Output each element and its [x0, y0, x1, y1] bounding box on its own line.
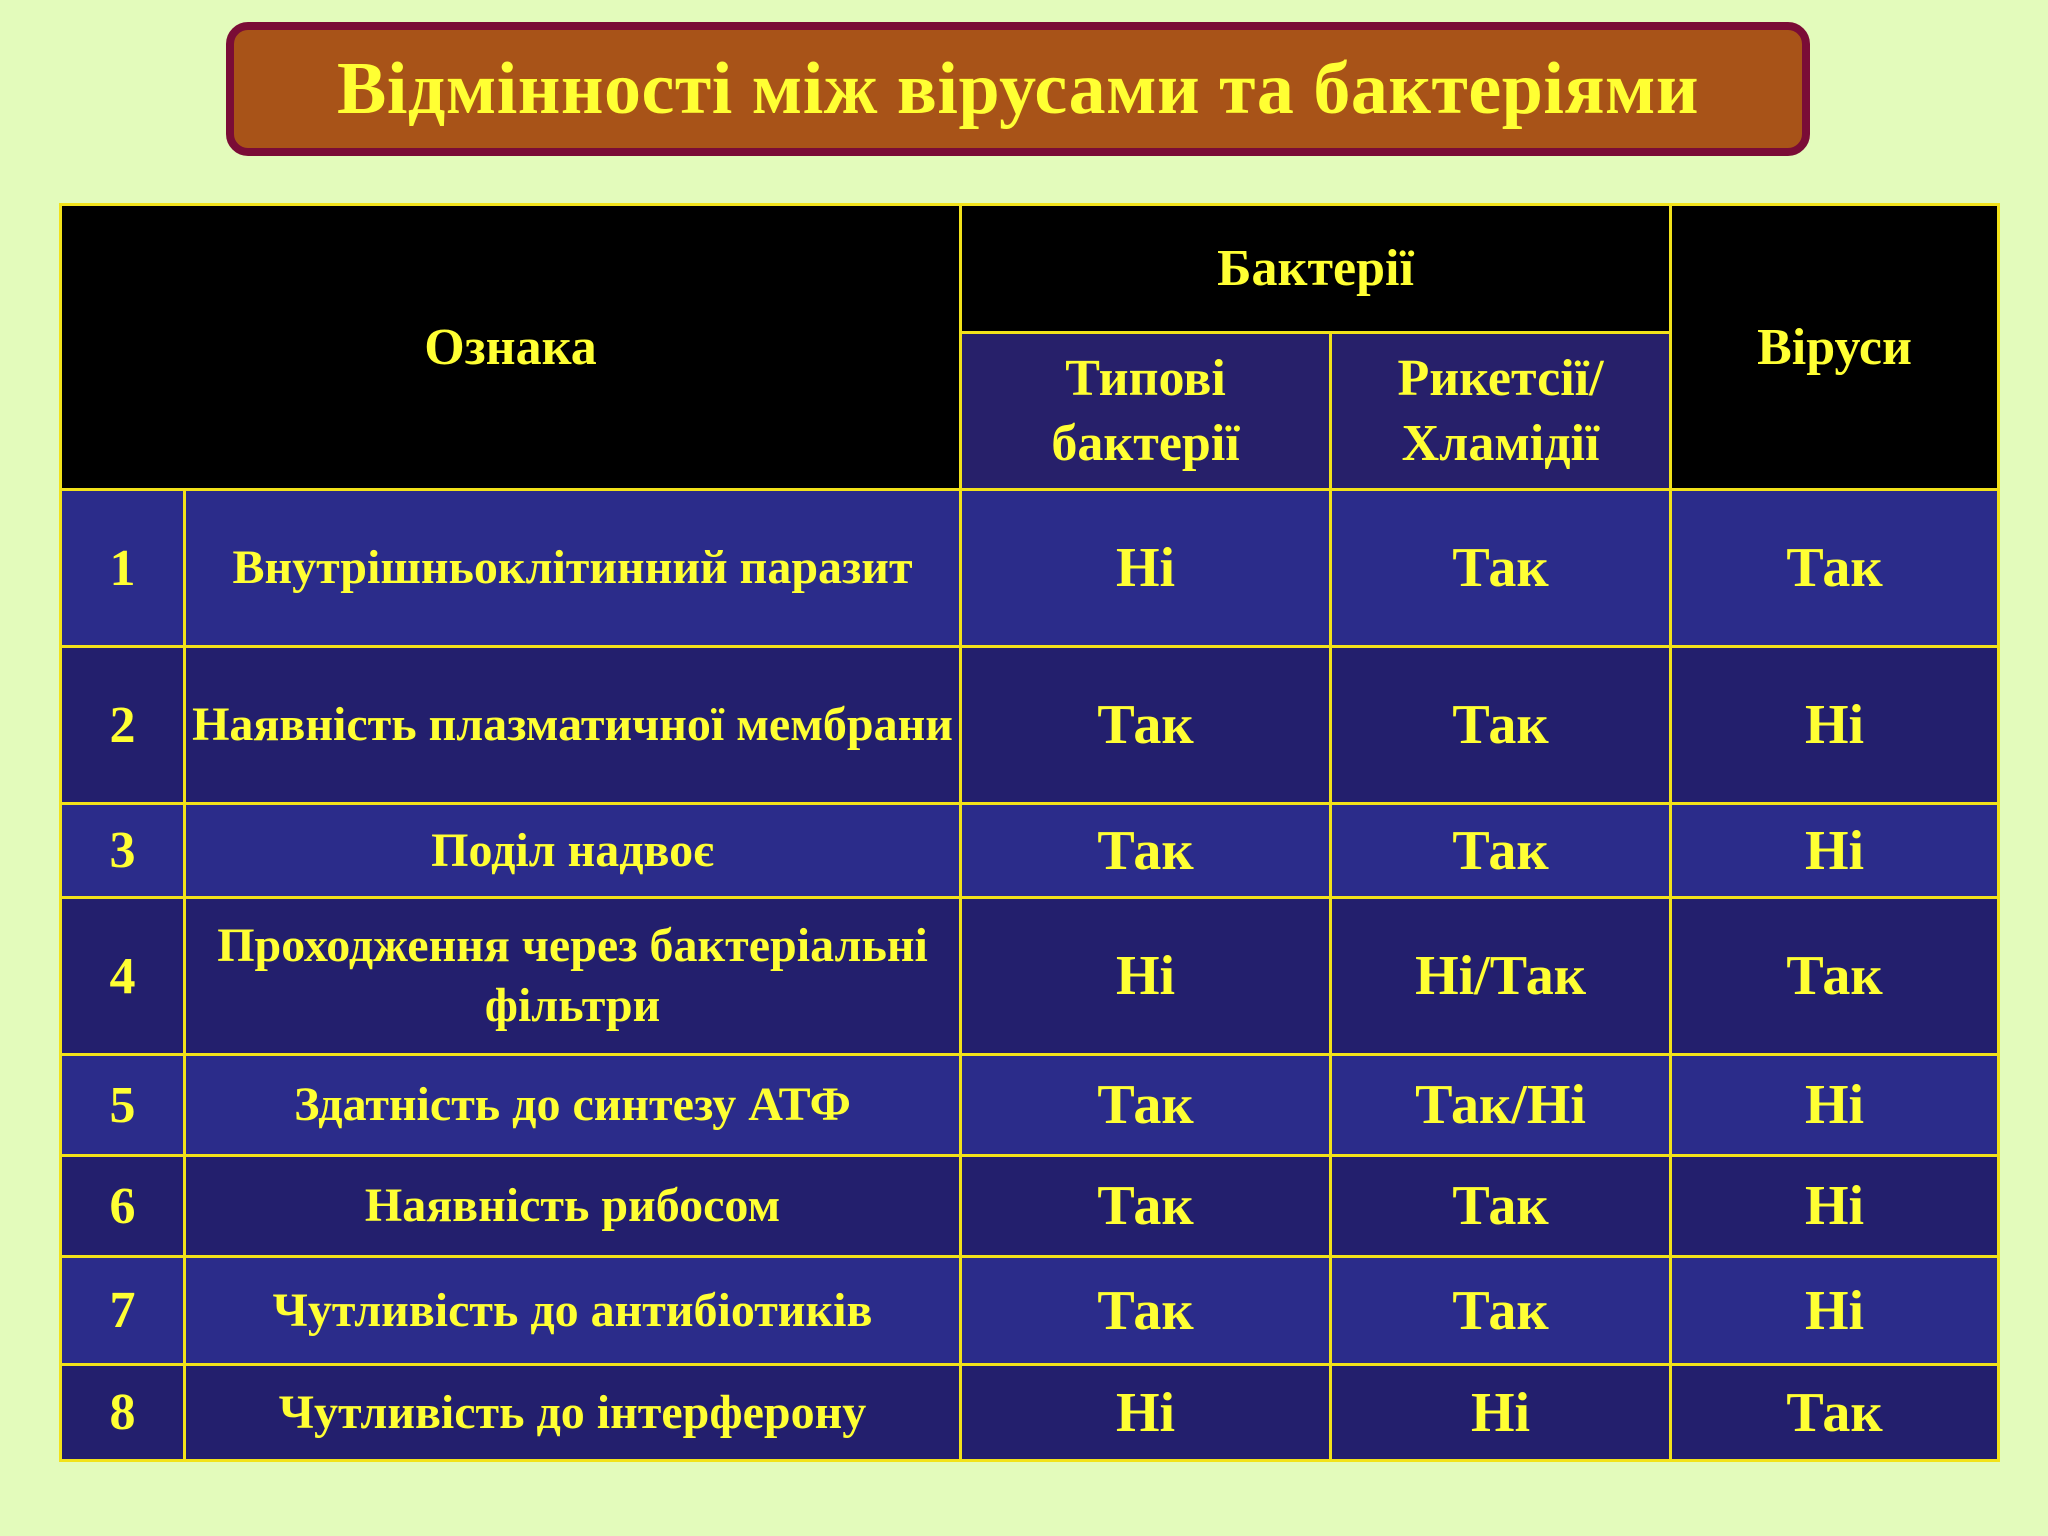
- title-banner: [226, 22, 1810, 156]
- table-row: [61, 647, 1999, 804]
- comparison-table: [59, 203, 2000, 1462]
- row-typical-value: Ні: [961, 1365, 1331, 1461]
- header-viruses: Віруси: [1671, 205, 1999, 490]
- table-row: [61, 1365, 1999, 1461]
- header-bacteria: Бактерії: [961, 205, 1671, 333]
- table-row: [61, 1257, 1999, 1365]
- row-feature: Поділ надвоє: [185, 804, 961, 898]
- page-title: Відмінності між вірусами та бактеріями: [336, 47, 1700, 130]
- row-feature: Проходження через бактеріальні фільтри: [185, 898, 961, 1055]
- row-rickettsia-value: Так: [1331, 1156, 1671, 1257]
- table-row: [61, 490, 1999, 647]
- table-row: [61, 1156, 1999, 1257]
- row-viruses-value: Так: [1671, 1365, 1999, 1461]
- row-rickettsia-value: Ні/Так: [1331, 898, 1671, 1055]
- row-viruses-value: Так: [1671, 490, 1999, 647]
- row-feature: Чутливість до інтерферону: [185, 1365, 961, 1461]
- row-rickettsia-value: Так: [1331, 804, 1671, 898]
- row-viruses-value: Ні: [1671, 1055, 1999, 1156]
- row-typical-value: Так: [961, 1055, 1331, 1156]
- header-rickettsia-chlamydia: Рикетсії/ Хламідії: [1331, 333, 1671, 490]
- row-feature: Наявність рибосом: [185, 1156, 961, 1257]
- table-row: [61, 804, 1999, 898]
- row-viruses-value: Ні: [1671, 804, 1999, 898]
- row-rickettsia-value: Так/Ні: [1331, 1055, 1671, 1156]
- row-rickettsia-value: Так: [1331, 1257, 1671, 1365]
- row-number: 3: [61, 804, 185, 898]
- row-number: 6: [61, 1156, 185, 1257]
- header-feature: Ознака: [61, 205, 961, 490]
- header-typical-bacteria: Типові бактерії: [961, 333, 1331, 490]
- row-rickettsia-value: Так: [1331, 490, 1671, 647]
- row-number: 2: [61, 647, 185, 804]
- row-typical-value: Так: [961, 804, 1331, 898]
- row-number: 1: [61, 490, 185, 647]
- row-number: 8: [61, 1365, 185, 1461]
- row-viruses-value: Ні: [1671, 647, 1999, 804]
- row-typical-value: Ні: [961, 898, 1331, 1055]
- row-typical-value: Ні: [961, 490, 1331, 647]
- row-viruses-value: Ні: [1671, 1156, 1999, 1257]
- row-viruses-value: Ні: [1671, 1257, 1999, 1365]
- row-typical-value: Так: [961, 1156, 1331, 1257]
- row-feature: Здатність до синтезу АТФ: [185, 1055, 961, 1156]
- row-typical-value: Так: [961, 647, 1331, 804]
- row-feature: Чутливість до антибіотиків: [185, 1257, 961, 1365]
- row-typical-value: Так: [961, 1257, 1331, 1365]
- row-rickettsia-value: Ні: [1331, 1365, 1671, 1461]
- table-row: [61, 1055, 1999, 1156]
- table-row: [61, 898, 1999, 1055]
- row-feature: Внутрішньоклітинний паразит: [185, 490, 961, 647]
- row-number: 5: [61, 1055, 185, 1156]
- row-number: 7: [61, 1257, 185, 1365]
- row-number: 4: [61, 898, 185, 1055]
- row-rickettsia-value: Так: [1331, 647, 1671, 804]
- row-viruses-value: Так: [1671, 898, 1999, 1055]
- row-feature: Наявність плазматичної мембрани: [185, 647, 961, 804]
